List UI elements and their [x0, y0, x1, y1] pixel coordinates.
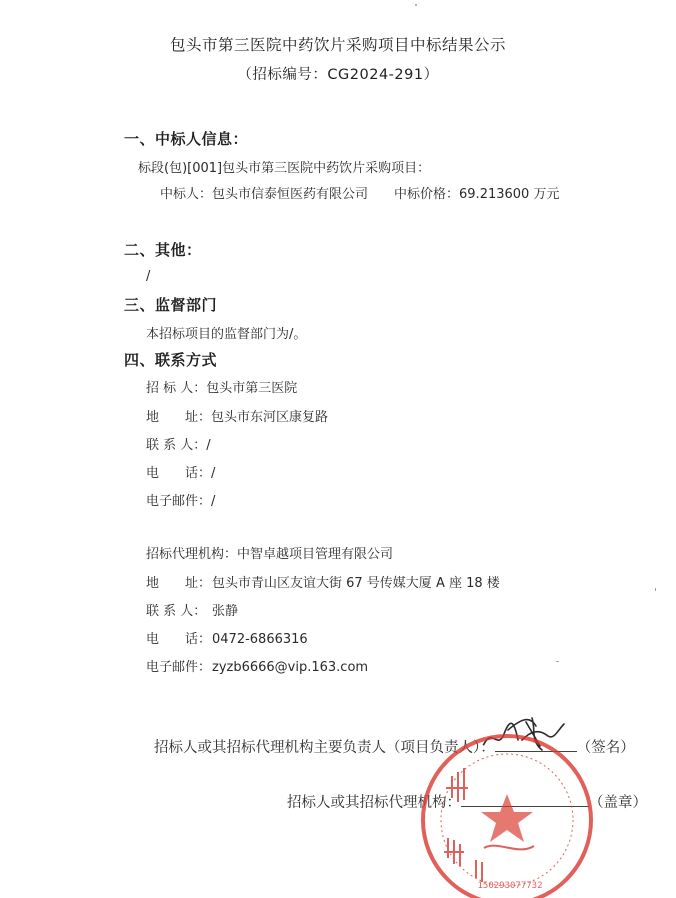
- section-contact-heading: 四、联系方式: [124, 351, 218, 369]
- document-title: 包头市第三医院中药饮片采购项目中标结果公示: [169, 36, 506, 54]
- company-seal: [418, 728, 596, 898]
- tenderer-address-value: 包头市东河区康复路: [211, 410, 329, 425]
- tenderer-label: 招 标 人：: [146, 381, 207, 396]
- seal-number: 150293077732: [477, 881, 543, 891]
- scan-speck: [556, 661, 559, 662]
- section-supervision-heading: 三、监督部门: [124, 296, 218, 314]
- tenderer-phone-value: /: [211, 466, 216, 481]
- section-other-heading: 二、其他：: [124, 241, 202, 259]
- agency-label: 招标代理机构：: [146, 547, 238, 562]
- tenderer-contact-label: 联 系 人：: [146, 438, 207, 453]
- agency-address-value: 包头市青山区友谊大街 67 号传媒大厦 A 座 18 楼: [212, 576, 500, 591]
- lot-description: 标段(包)[001]包头市第三医院中药饮片采购项目：: [138, 161, 431, 176]
- winner-row: [160, 183, 368, 202]
- price-label: 中标价格：: [394, 187, 460, 202]
- signature-line-text: 招标人或其招标代理机构主要负责人（项目负责人）：: [154, 740, 495, 756]
- agency-contact-row: [146, 600, 238, 619]
- agency-name: 中智卓越项目管理有限公司: [237, 547, 394, 562]
- stamp-suffix: （盖章）: [589, 795, 647, 811]
- bid-number: （招标编号：CG2024-291）: [237, 67, 439, 83]
- section-other-content: /: [146, 269, 151, 284]
- price-row: [394, 183, 559, 202]
- agency-email-row: [146, 656, 368, 675]
- agency-email-label: 电子邮件：: [146, 660, 212, 675]
- agency-address-row: [146, 572, 500, 591]
- tenderer-phone-row: [146, 462, 215, 481]
- agency-contact-label: 联 系 人：: [146, 604, 207, 619]
- tenderer-address-label: 地 址：: [146, 410, 212, 425]
- tenderer-phone-label: 电 话：: [146, 466, 212, 481]
- agency-row: [146, 543, 393, 562]
- agency-phone-row: [146, 628, 308, 647]
- scan-speck: [655, 588, 656, 591]
- agency-email-value: zyzb6666@vip.163.com: [212, 660, 369, 675]
- price-value: 69.213600 万元: [459, 187, 560, 202]
- agency-phone-label: 电 话：: [146, 632, 212, 647]
- tenderer-contact-row: [146, 434, 211, 453]
- agency-contact-value: 张静: [212, 604, 239, 619]
- tenderer-contact-value: /: [206, 438, 211, 453]
- winner-name: 包头市信泰恒医药有限公司: [212, 187, 369, 202]
- tenderer-value: 包头市第三医院: [206, 381, 298, 396]
- signature-suffix: （签名）: [576, 740, 635, 756]
- stamp-line-text: 招标人或其招标代理机构：: [287, 795, 461, 811]
- tenderer-email-row: [146, 490, 215, 509]
- agency-address-label: 地 址：: [146, 576, 212, 591]
- section-winner-heading: 一、中标人信息：: [124, 130, 249, 148]
- seal-star: [481, 794, 533, 842]
- seal-center-scribble: [484, 846, 534, 850]
- tenderer-address-row: [146, 406, 328, 425]
- tenderer-email-label: 电子邮件：: [146, 494, 212, 509]
- tenderer-row: [146, 377, 297, 396]
- winner-label: 中标人：: [160, 187, 213, 202]
- section-supervision-content: 本招标项目的监督部门为/。: [146, 327, 307, 342]
- scan-speck: [415, 4, 417, 6]
- seal-mongolian-script: [444, 768, 482, 882]
- agency-phone-value: 0472-6866316: [212, 632, 308, 647]
- tenderer-email-value: /: [211, 494, 216, 509]
